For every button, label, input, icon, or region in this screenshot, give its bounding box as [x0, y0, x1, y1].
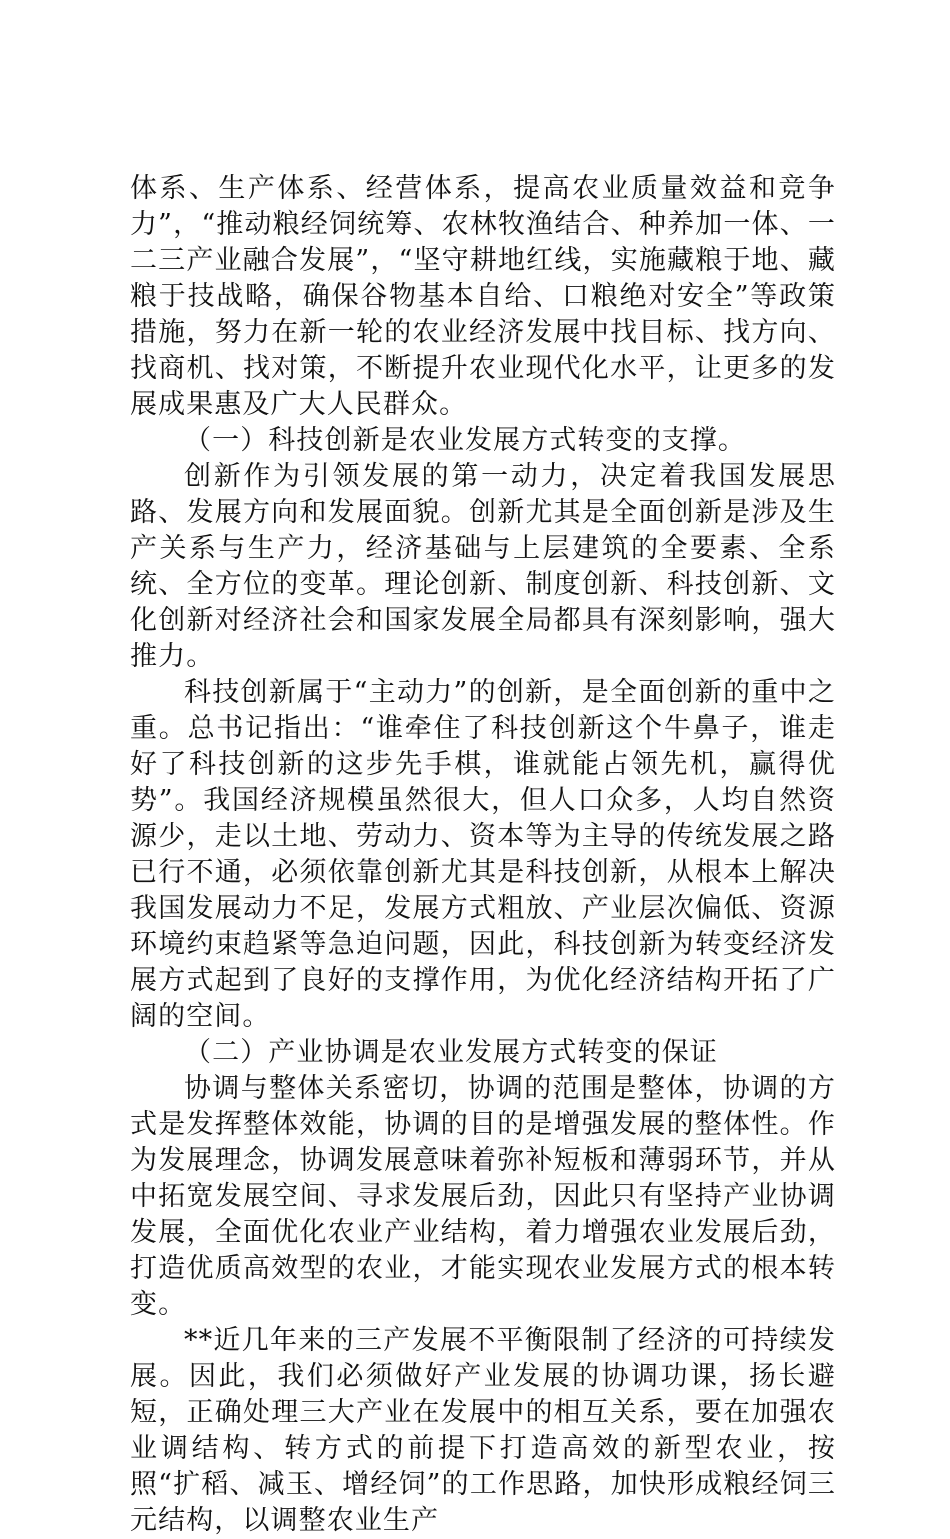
paragraph-three-industries: **近几年来的三产发展不平衡限制了经济的可持续发展。因此，我们必须做好产业发展的协调功课，扬长避短，正确处理三大产业在发展中的相互关系，要在加强农业调结构、转方式的前提下打造高效的新型农业，按照“扩稻、减玉、增经饲”的工作思路，加快形成粮经饲三元结构，以调整农业生产 [130, 1325, 836, 1536]
paragraph-tech-innovation: 科技创新属于“主动力”的创新，是全面创新的重中之重。总书记指出：“谁牵住了科技创新这个牛鼻子，谁走好了科技创新的这步先手棋，谁就能占领先机，赢得优势”。我国经济规模虽然很大，但人口众多，人均自然资源少，走以土地、劳动力、资本等为主导的传统发展之路已行不通，必须依靠创新尤其是科技创新，从根本上解决我国发展动力不足，发展方式粗放、产业层次偏低、资源环境约束趋紧等急迫问题，因此，科技创新为转变经济发展方式起到了良好的支撑作用，为优化经济结构开拓了广阔的空间。 [130, 677, 836, 1032]
paragraph-innovation: 创新作为引领发展的第一动力，决定着我国发展思路、发展方向和发展面貌。创新尤其是全面创新是涉及生产关系与生产力，经济基础与上层建筑的全要素、全系统、全方位的变革。理论创新、制度创新、科技创新、文化创新对经济社会和国家发展全局都具有深刻影响，强大推力。 [130, 461, 836, 672]
document-body [130, 171, 836, 1539]
paragraph-coordination: 协调与整体关系密切，协调的范围是整体，协调的方式是发挥整体效能，协调的目的是增强发展的整体性。作为发展理念，协调发展意味着弥补短板和薄弱环节，并从中拓宽发展空间、寻求发展后劲，因此只有坚持产业协调发展，全面优化农业产业结构，着力增强农业发展后劲，打造优质高效型的农业，才能实现农业发展方式的根本转变。 [130, 1073, 836, 1320]
section-heading-industry-coordination: （二）产业协调是农业发展方式转变的保证 [184, 1037, 718, 1068]
paragraph-continuation: 体系、生产体系、经营体系，提高农业质量效益和竞争力”，“推动粮经饲统筹、农林牧渔结合、种养加一体、一二三产业融合发展”，“坚守耕地红线，实施藏粮于地、藏粮于技战略，确保谷物基本自给、口粮绝对安全”等政策措施，努力在新一轮的农业经济发展中找目标、找方向、找商机、找对策，不断提升农业现代化水平，让更多的发展成果惠及广大人民群众。 [130, 173, 836, 420]
section-heading-tech-innovation: （一）科技创新是农业发展方式转变的支撑。 [184, 425, 746, 456]
